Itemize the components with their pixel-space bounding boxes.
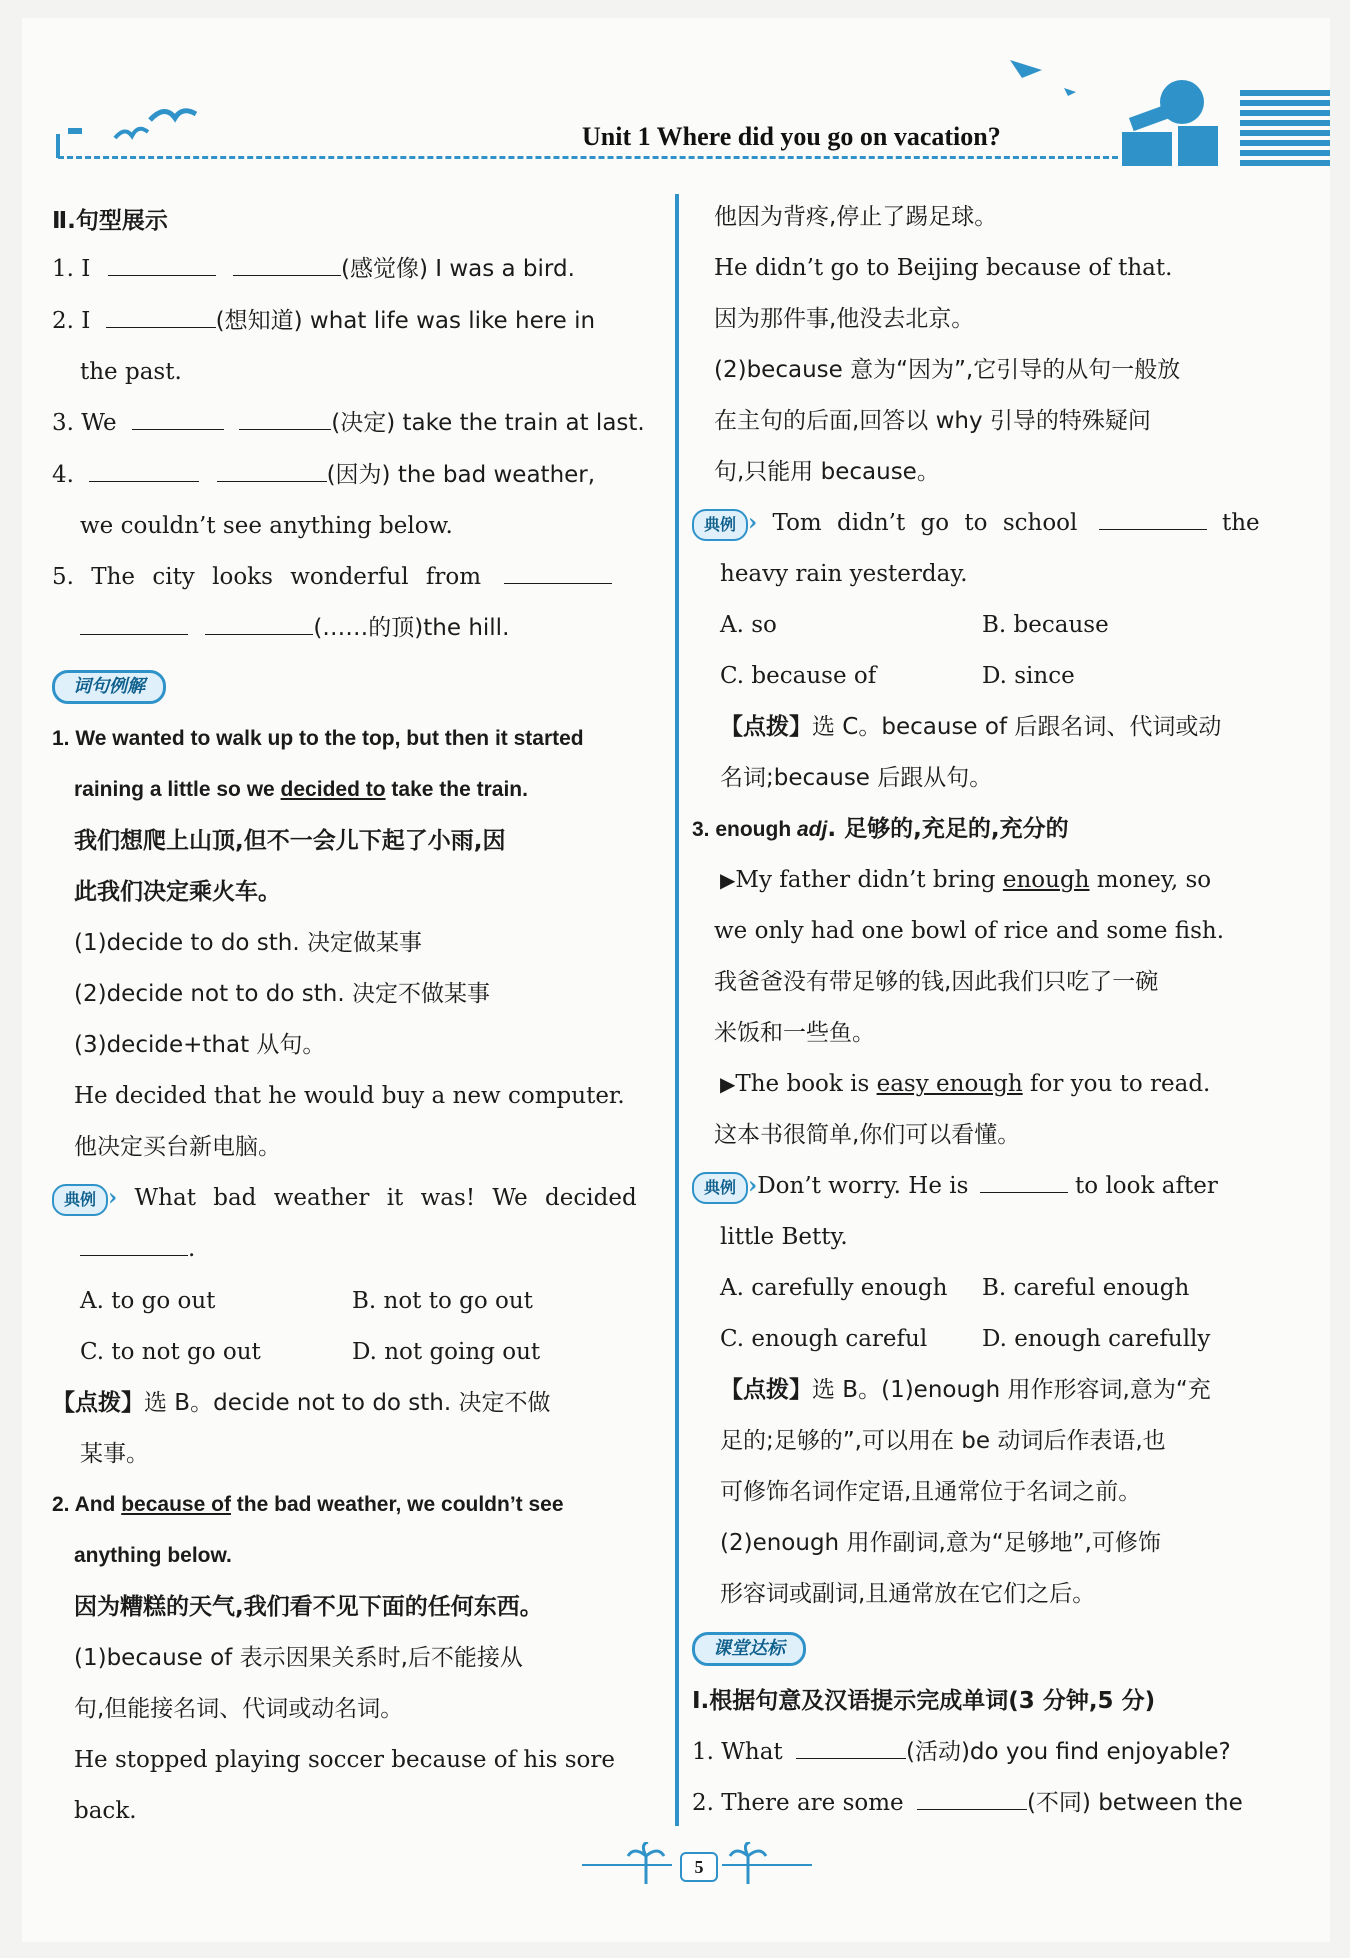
key-sentence-translation: 因为糟糕的天气,我们看不见下面的任何东西。: [74, 1594, 543, 1620]
exercise-item: 2. I (想知道) what life was like here in: [52, 304, 595, 338]
example-question-blank: .: [80, 1232, 195, 1266]
answer-blank[interactable]: [980, 1170, 1068, 1193]
example-sentence: ▶The book is easy enough for you to read.: [720, 1071, 1211, 1097]
example-sentence: He stopped playing soccer because of his sore: [74, 1747, 615, 1773]
answer-blank[interactable]: [106, 305, 216, 328]
dianli-tag: 典例: [692, 1172, 748, 1204]
option-b[interactable]: B. because: [982, 612, 1109, 638]
example-sentence: back.: [74, 1798, 137, 1824]
option-d[interactable]: D. not going out: [352, 1339, 541, 1365]
answer-blank[interactable]: [217, 459, 327, 482]
birds-icon: [110, 98, 200, 148]
answer-explanation: 足的;足够的”,可以用在 be 动词后作表语,也: [720, 1428, 1166, 1454]
answer-blank[interactable]: [205, 612, 313, 635]
usage-note: 句,但能接名词、代词或动名词。: [74, 1696, 404, 1722]
example-translation: 他因为背疼,停止了踢足球。: [714, 204, 998, 230]
page-footer: [582, 1842, 822, 1892]
option-d[interactable]: D. enough carefully: [982, 1326, 1211, 1352]
exercise-instructions: Ⅰ.根据句意及汉语提示完成单词(3 分钟,5 分): [692, 1688, 1156, 1714]
example-question: 典例 › Tom didn’t go to school the: [692, 506, 1260, 541]
example-translation: 他决定买台新电脑。: [74, 1134, 281, 1160]
key-sentence: anything below.: [74, 1544, 232, 1567]
section-badge: 课堂达标: [692, 1632, 806, 1666]
option-b[interactable]: B. careful enough: [982, 1275, 1190, 1301]
arrow-icon: ›: [748, 1172, 758, 1199]
key-sentence: 1. We wanted to walk up to the top, but then it started: [52, 727, 584, 750]
header-rule: [58, 156, 1118, 159]
exercise-item: 3. We (决定) take the train at last.: [52, 406, 645, 440]
usage-note: (3)decide+that 从句。: [74, 1032, 326, 1058]
answer-blank[interactable]: [108, 253, 216, 276]
option-c[interactable]: C. to not go out: [80, 1339, 261, 1365]
usage-note: (2)decide not to do sth. 决定不做某事: [74, 981, 490, 1007]
page-header: [22, 18, 1330, 168]
arrow-icon: ›: [108, 1184, 118, 1211]
example-translation: 因为那件事,他没去北京。: [714, 306, 975, 332]
answer-explanation: 可修饰名词作定语,且通常位于名词之前。: [720, 1479, 1142, 1505]
arrow-icon: ›: [748, 509, 758, 536]
page-number: 5: [680, 1852, 718, 1882]
triangle-bullet-icon: ▶: [720, 1072, 736, 1096]
example-sentence: He didn’t go to Beijing because of that.: [714, 255, 1173, 281]
example-question-continuation: heavy rain yesterday.: [720, 561, 968, 587]
section-title: Ⅱ.句型展示: [52, 208, 168, 234]
answer-explanation: 名词;because 后跟从句。: [720, 765, 993, 791]
example-sentence: He decided that he would buy a new computer.: [74, 1083, 625, 1109]
option-c[interactable]: C. because of: [720, 663, 877, 689]
dianli-tag: 典例: [52, 1184, 108, 1216]
key-sentence-translation: 我们想爬上山顶,但不一会儿下起了小雨,因: [74, 828, 506, 854]
section-badge: 词句例解: [52, 670, 166, 704]
example-question-continuation: little Betty.: [720, 1224, 848, 1250]
answer-explanation: 【点拨】选 B。(1)enough 用作形容词,意为“充: [720, 1377, 1211, 1403]
answer-explanation: 【点拨】选 C。because of 后跟名词、代词或动: [720, 714, 1222, 740]
answer-blank[interactable]: [89, 459, 199, 482]
example-translation: 我爸爸没有带足够的钱,因此我们只吃了一碗: [714, 969, 1159, 995]
option-d[interactable]: D. since: [982, 663, 1075, 689]
option-c[interactable]: C. enough careful: [720, 1326, 928, 1352]
exercise-item: 2. There are some (不同) between the: [692, 1786, 1243, 1820]
answer-blank[interactable]: [796, 1736, 906, 1759]
answer-blank[interactable]: [239, 407, 331, 430]
usage-note: (2)because 意为“因为”,它引导的从句一般放: [714, 357, 1181, 383]
exercise-continuation: the past.: [80, 359, 182, 385]
exercise-item: 1. What (活动)do you find enjoyable?: [692, 1735, 1231, 1769]
answer-explanation: 形容词或副词,且通常放在它们之后。: [720, 1581, 1096, 1607]
palm-tree-icon: [626, 1842, 666, 1886]
triangle-bullet-icon: ▶: [720, 868, 736, 892]
key-word: 3. enough adj. 足够的,充足的,充分的: [692, 816, 1069, 842]
example-question: 典例 ›Don’t worry. He is to look after: [692, 1169, 1218, 1204]
usage-note: (1)decide to do sth. 决定做某事: [74, 930, 423, 956]
exercise-continuation: we couldn’t see anything below.: [80, 513, 453, 539]
option-a[interactable]: A. carefully enough: [720, 1275, 948, 1301]
exercise-item: 5. The city looks wonderful from: [52, 560, 612, 594]
header-stripes: [1240, 90, 1330, 172]
example-sentence: we only had one bowl of rice and some fish.: [714, 918, 1225, 944]
key-sentence: 2. And because of the bad weather, we couldn’t see: [52, 1493, 564, 1516]
example-translation: 米饭和一些鱼。: [714, 1020, 875, 1046]
key-sentence: raining a little so we decided to take the train.: [74, 778, 528, 801]
answer-blank[interactable]: [80, 612, 188, 635]
answer-explanation: 某事。: [80, 1441, 149, 1467]
usage-note: 句,只能用 because。: [714, 459, 940, 485]
exercise-item: 1. I (感觉像) I was a bird.: [52, 252, 575, 286]
answer-explanation: (2)enough 用作副词,意为“足够地”,可修饰: [720, 1530, 1161, 1556]
usage-note: 在主句的后面,回答以 why 引导的特殊疑问: [714, 408, 1151, 434]
example-translation: 这本书很简单,你们可以看懂。: [714, 1122, 1021, 1148]
column-divider: [675, 194, 679, 1826]
answer-blank[interactable]: [233, 253, 341, 276]
usage-note: (1)because of 表示因果关系时,后不能接从: [74, 1645, 523, 1671]
header-bracket: [56, 134, 60, 158]
example-question: 典例 › What bad weather it was! We decided: [52, 1181, 637, 1216]
palm-tree-icon: [728, 1842, 768, 1886]
globe-telescope-icon: [1002, 40, 1242, 170]
answer-blank[interactable]: [504, 561, 612, 584]
answer-blank[interactable]: [917, 1787, 1027, 1810]
answer-blank[interactable]: [80, 1233, 188, 1256]
header-dot: [68, 128, 82, 134]
dianli-tag: 典例: [692, 509, 748, 541]
option-a[interactable]: A. to go out: [80, 1288, 216, 1314]
document-page: [22, 18, 1330, 1942]
answer-explanation: 【点拨】选 B。decide not to do sth. 决定不做: [52, 1390, 551, 1416]
key-sentence-translation: 此我们决定乘火车。: [74, 879, 281, 905]
option-a[interactable]: A. so: [720, 612, 777, 638]
answer-blank[interactable]: [1099, 507, 1207, 530]
answer-blank[interactable]: [132, 407, 224, 430]
exercise-item: (……的顶)the hill.: [80, 611, 509, 645]
exercise-item: 4. (因为) the bad weather,: [52, 458, 595, 492]
unit-title: Unit 1 Where did you go on vacation?: [582, 122, 1001, 151]
option-b[interactable]: B. not to go out: [352, 1288, 533, 1314]
example-sentence: ▶My father didn’t bring enough money, so: [720, 867, 1212, 893]
